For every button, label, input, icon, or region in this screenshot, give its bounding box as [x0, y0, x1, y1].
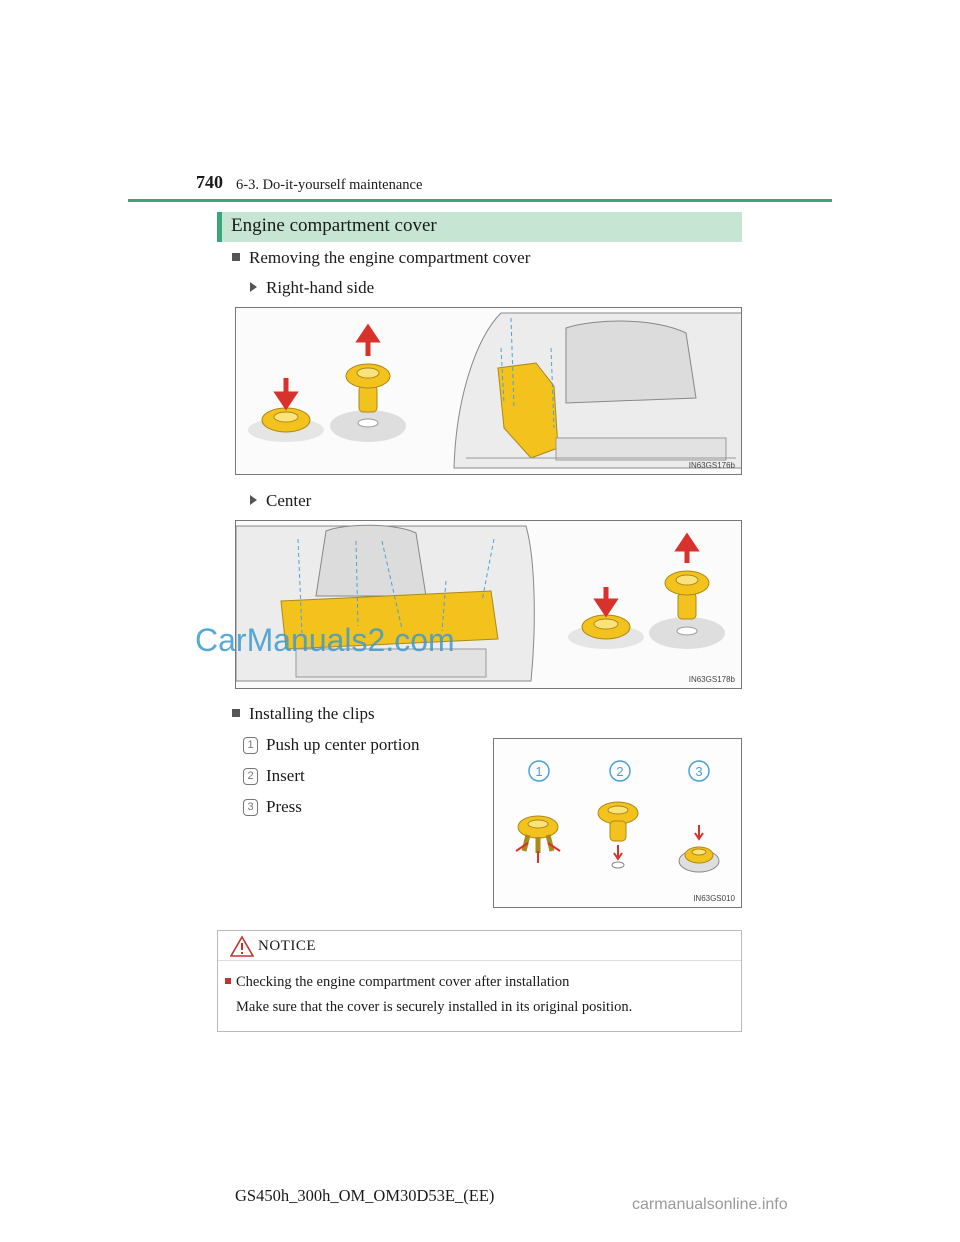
- step-number-badge: 2: [243, 768, 258, 785]
- watermark-carmanuals2: CarManuals2.com: [195, 622, 455, 658]
- removing-heading: Removing the engine compartment cover: [249, 248, 531, 267]
- step-number-badge: 3: [243, 799, 258, 816]
- center-label-row: [250, 491, 311, 511]
- footer-code: GS450h_300h_OM_OM30D53E_(EE): [235, 1186, 495, 1205]
- watermark-carmanualsonline: carmanualsonline.info: [632, 1196, 788, 1213]
- installing-heading-row: [232, 704, 375, 724]
- step-number-badge: 1: [243, 737, 258, 754]
- section-title-bar: [217, 212, 742, 242]
- section-title: Engine compartment cover: [231, 215, 437, 236]
- removing-heading-row: [232, 248, 530, 268]
- center-illustration: [235, 520, 742, 689]
- center-image-code: IN63GS178b: [688, 675, 735, 684]
- notice-label: NOTICE: [258, 938, 316, 954]
- header-rule: [128, 199, 832, 202]
- step-3: [243, 797, 302, 817]
- installing-heading: Installing the clips: [249, 704, 375, 723]
- triangle-bullet-icon: [250, 495, 257, 505]
- step-text: Press: [266, 797, 302, 816]
- step-text: Insert: [266, 766, 305, 785]
- step-text: Push up center portion: [266, 735, 420, 754]
- installing-illustration: [493, 738, 742, 908]
- installing-diagram: [494, 739, 742, 908]
- right-hand-diagram: [236, 308, 742, 475]
- notice-heading: Checking the engine compartment cover after installation: [236, 974, 570, 990]
- section-heading: 6-3. Do-it-yourself maintenance: [236, 177, 423, 193]
- square-bullet-icon: [232, 709, 240, 717]
- page-number: 740: [196, 172, 223, 192]
- notice-header: [218, 931, 741, 961]
- right-hand-image-code: IN63GS176b: [688, 461, 735, 470]
- center-diagram: [236, 521, 742, 689]
- installing-image-code: IN63GS010: [693, 894, 735, 903]
- right-hand-illustration: [235, 307, 742, 475]
- right-hand-label-row: [250, 278, 374, 298]
- notice-body: Make sure that the cover is securely installed in its original position.: [236, 999, 633, 1015]
- diagram-step-3: 3: [695, 764, 703, 779]
- step-2: [243, 766, 305, 786]
- right-hand-label: Right-hand side: [266, 278, 375, 297]
- notice-heading-row: [225, 974, 569, 991]
- notice-box: [217, 930, 742, 1032]
- diagram-step-1: 1: [535, 764, 543, 779]
- step-1: [243, 735, 419, 755]
- warning-triangle-icon: [230, 935, 254, 957]
- triangle-bullet-icon: [250, 282, 257, 292]
- center-label: Center: [266, 491, 312, 510]
- square-bullet-icon: [232, 253, 240, 261]
- notice-bullet-icon: [225, 978, 231, 984]
- diagram-step-2: 2: [616, 764, 624, 779]
